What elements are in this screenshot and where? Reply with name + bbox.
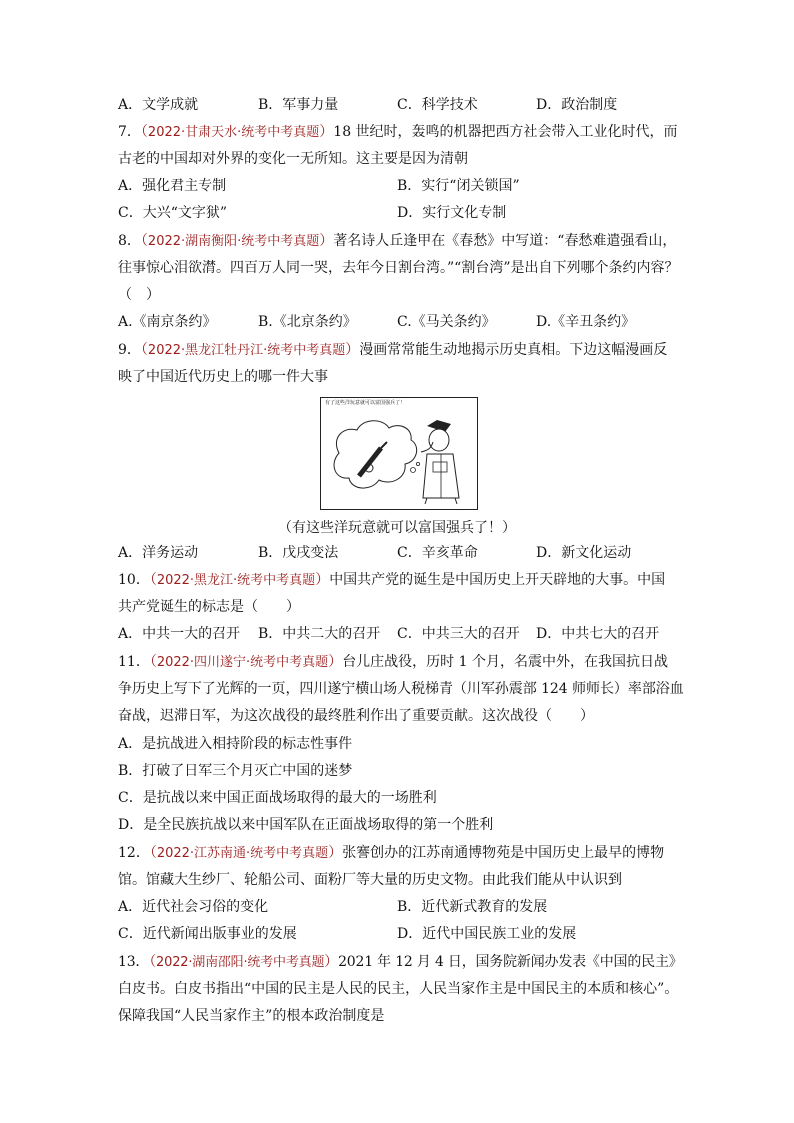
- q7-text: 18 世纪时，轰鸣的机器把西方社会带入工业化时代，而: [333, 124, 678, 140]
- q12-option-b: B．近代新式教育的发展: [397, 899, 548, 915]
- q8-option-b: B.《北京条约》: [258, 314, 357, 330]
- q10-option-b: B．中共二大的召开: [258, 626, 381, 642]
- q12-stem-line-1: 12．（2022·江苏南通·统考中考真题）张謇创办的江苏南通博物苑是中国历史上最早的博物: [118, 845, 665, 861]
- q10-stem-line-2: 共产党诞生的标志是（ ）: [118, 599, 300, 615]
- q6-option-c: C．科学技术: [397, 97, 478, 113]
- q13-stem-line-1: 13．（2022·湖南邵阳·统考中考真题）2021 年 12 月 4 日，国务院新闻办发表《中国的民主》: [118, 954, 683, 970]
- q12-source: 2022·江苏南通·统考中考真题: [156, 846, 329, 861]
- q13-text: 2021 年 12 月 4 日，国务院新闻办发表《中国的民主》: [338, 954, 683, 970]
- q7-option-b: B．实行“闭关锁国”: [397, 178, 520, 194]
- q11-option-c: C．是抗战以来中国正面战场取得的最大的一场胜利: [118, 790, 437, 806]
- q9-text: 漫画常常能生动地揭示历史真相。下边这幅漫画反: [359, 342, 668, 358]
- cartoon-image: [320, 397, 478, 510]
- q7-option-d: D．实行文化专制: [397, 205, 507, 221]
- q6-option-d: D．政治制度: [536, 97, 618, 113]
- q11-stem-line-1: 11．（2022·四川遂宁·统考中考真题）台儿庄战役，历时 1 个月，名震中外，在我国抗日战: [118, 654, 668, 670]
- q7-stem-line-2: 古老的中国却对外界的变化一无所知。这主要是因为清朝: [118, 151, 468, 167]
- cartoon-caption: （有这些洋玩意就可以富国强兵了！）: [278, 520, 516, 536]
- q10-option-d: D．中共七大的召开: [536, 626, 660, 642]
- q9-number: 9．: [118, 342, 141, 358]
- q10-option-a: A．中共一大的召开: [118, 626, 241, 642]
- q10-source: 2022·黑龙江·统考中考真题: [156, 573, 316, 588]
- q7-option-a: A．强化君主专制: [118, 178, 227, 194]
- q9-option-d: D．新文化运动: [536, 545, 632, 561]
- q11-source: 2022·四川遂宁·统考中考真题: [156, 655, 329, 670]
- cartoon-speech-text: 有了这些洋玩意就可以富国强兵了！: [325, 400, 406, 406]
- q10-stem-line-1: 10．（2022·黑龙江·统考中考真题）中国共产党的诞生是中国历史上开天辟地的大事。中国: [118, 572, 666, 588]
- q12-option-a: A．近代社会习俗的变化: [118, 899, 269, 915]
- q11-text: 台儿庄战役，历时 1 个月，名震中外，在我国抗日战: [342, 654, 668, 670]
- q12-number: 12．: [118, 845, 150, 861]
- q8-option-a: A.《南京条约》: [118, 314, 217, 330]
- q8-source: 2022·湖南衡阳·统考中考真题: [147, 234, 320, 249]
- q8-stem-line-3: （ ）: [118, 287, 160, 303]
- q9-stem-line-2: 映了中国近代历史上的哪一件大事: [118, 369, 328, 385]
- q13-number: 13．: [118, 954, 150, 970]
- q13-source: 2022·湖南邵阳·统考中考真题: [156, 955, 325, 970]
- q11-stem-line-2: 争历史上写下了光辉的一页，四川遂宁横山场人税梯青（川军孙震部 124 师师长）率部浴血: [118, 681, 684, 697]
- q6-option-a: A．文学成就: [118, 97, 199, 113]
- cartoon-drawing: [321, 398, 477, 509]
- q8-number: 8．: [118, 233, 141, 249]
- q13-stem-line-3: 保障我国“人民当家作主”的根本政治制度是: [118, 1008, 385, 1024]
- q8-stem-line-1: 8．（2022·湖南衡阳·统考中考真题）著名诗人丘逢甲在《春愁》中写道：“春愁难遣强看山，: [118, 233, 677, 249]
- q11-option-b: B．打破了日军三个月灭亡中国的迷梦: [118, 763, 353, 779]
- q11-number: 11．: [118, 654, 150, 670]
- q8-text: 著名诗人丘逢甲在《春愁》中写道：“春愁难遣强看山，: [333, 233, 677, 249]
- q8-stem-line-2: 往事惊心泪欲潸。四百万人同一哭，去年今日割台湾。”“割台湾”是出自下列哪个条约内容？: [118, 260, 679, 276]
- q9-option-a: A．洋务运动: [118, 545, 199, 561]
- q12-option-c: C．近代新闻出版事业的发展: [118, 926, 297, 942]
- q11-stem-line-3: 奋战，迟滞日军，为这次战役的最终胜利作出了重要贡献。这次战役（ ）: [118, 708, 594, 724]
- q11-option-d: D．是全民族抗战以来中国军队在正面战场取得的第一个胜利: [118, 817, 494, 833]
- q10-number: 10．: [118, 572, 150, 588]
- q10-option-c: C．中共三大的召开: [397, 626, 520, 642]
- q9-option-b: B．戊戌变法: [258, 545, 339, 561]
- q9-option-c: C．辛亥革命: [397, 545, 478, 561]
- q7-stem-line-1: 7．（2022·甘肃天水·统考中考真题）18 世纪时，轰鸣的机器把西方社会带入工业化时代，而: [118, 124, 678, 140]
- q10-text: 中国共产党的诞生是中国历史上开天辟地的大事。中国: [329, 572, 666, 588]
- q7-source: 2022·甘肃天水·统考中考真题: [147, 125, 320, 140]
- q9-source: 2022·黑龙江牡丹江·统考中考真题: [147, 343, 346, 358]
- q12-option-d: D．近代中国民族工业的发展: [397, 926, 577, 942]
- q11-option-a: A．是抗战进入相持阶段的标志性事件: [118, 736, 353, 752]
- q7-number: 7．: [118, 124, 141, 140]
- q13-stem-line-2: 白皮书。白皮书指出“中国的民主是人民的民主，人民当家作主是中国民主的本质和核心”。: [118, 981, 679, 997]
- q7-option-c: C．大兴“文字狱”: [118, 205, 228, 221]
- q12-stem-line-2: 馆。馆藏大生纱厂、轮船公司、面粉厂等大量的历史文物。由此我们能从中认识到: [118, 872, 622, 888]
- q9-stem-line-1: 9．（2022·黑龙江牡丹江·统考中考真题）漫画常常能生动地揭示历史真相。下边这幅漫画反: [118, 342, 668, 358]
- q6-option-b: B．军事力量: [258, 97, 339, 113]
- q12-text: 张謇创办的江苏南通博物苑是中国历史上最早的博物: [342, 845, 665, 861]
- q8-option-d: D.《辛丑条约》: [536, 314, 636, 330]
- q8-option-c: C.《马关条约》: [397, 314, 496, 330]
